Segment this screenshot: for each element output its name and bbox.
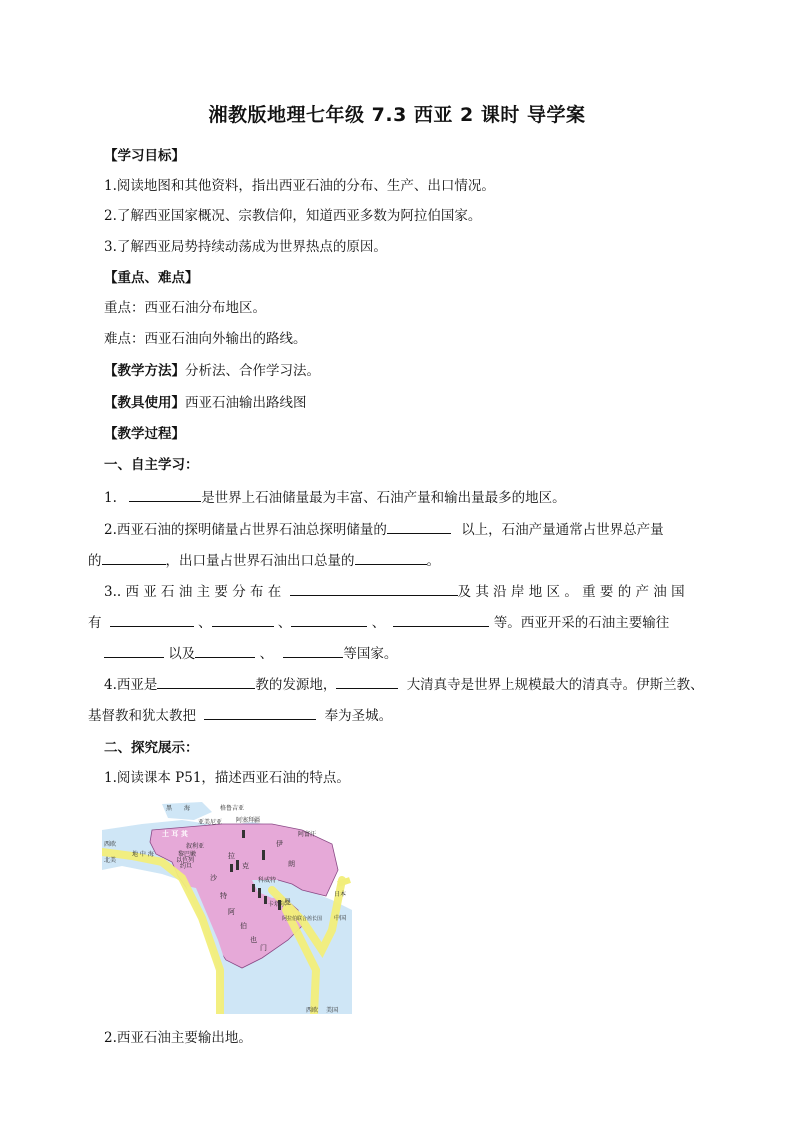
q2-blank-3[interactable] <box>355 550 427 565</box>
goal-item-1: 1.阅读地图和其他资料，指出西亚石油的分布、生产、出口情况。 <box>104 178 495 194</box>
key-point: 重点：西亚石油分布地区。 <box>104 300 266 316</box>
q3-text-g: 等国家。 <box>343 646 398 662</box>
label-hai: 海 <box>184 805 191 812</box>
map-route-east-arrow <box>338 880 350 884</box>
label-xiou: 西欧 <box>104 841 117 848</box>
key-heading: 【重点、难点】 <box>104 270 199 286</box>
label-yiselie: 以色列 <box>176 857 195 864</box>
label-kataer: 卡塔尔 <box>268 901 287 908</box>
q4-text-c: 大清真寺是世界上规模最大的清真寺。伊斯兰教、 <box>406 677 704 693</box>
q1-text: 是世界上石油储量最为丰富、石油产量和输出量最多的地区。 <box>201 490 566 506</box>
label-sha: 沙 <box>210 874 217 882</box>
q1-number: 1. <box>104 490 117 506</box>
question-3-line-2 <box>88 612 728 633</box>
q3-text-d: 等。西亚开采的石油主要输往 <box>493 615 670 631</box>
q3-sep-2: 、 <box>277 615 292 631</box>
q4-blank-3[interactable] <box>204 705 316 720</box>
q3-text-f: 、 <box>259 646 274 662</box>
q2-text-a: 2.西亚石油的探明储量占世界石油总探明储量的 <box>104 522 387 538</box>
label-afuhan: 阿富汗 <box>298 831 317 838</box>
question-4-line-2 <box>88 705 728 726</box>
q3-blank-4[interactable] <box>291 612 367 627</box>
method-text: 分析法、合作学习法。 <box>185 363 320 379</box>
label-man: 曼 <box>284 898 291 906</box>
question-3-line-1 <box>104 581 744 602</box>
label-asaibaijiang: 阿塞拜疆 <box>236 817 261 824</box>
method-label: 【教学方法】 <box>104 363 185 379</box>
q3-blank-5[interactable] <box>393 612 489 627</box>
q2-text-c: 的 <box>88 553 102 569</box>
q2-text-b: 以上，石油产量通常占世界总产量 <box>461 522 664 538</box>
label-beimei: 北美 <box>104 857 117 864</box>
q4-text-d: 基督教和犹太教把 <box>88 708 196 724</box>
question-1 <box>104 487 744 508</box>
q4-text-a: 4.西亚是 <box>104 677 158 693</box>
q4-text-b: 教的发源地， <box>255 677 337 693</box>
label-gelujiya: 格鲁吉亚 <box>220 805 245 812</box>
page-title: 湘教版地理七年级 7.3 西亚 2 课时 导学案 <box>208 104 586 126</box>
q3-blank-3[interactable] <box>212 612 274 627</box>
tools-line <box>104 393 744 413</box>
q3-text-b: 及 其 沿 岸 地 区 。 重 要 的 产 油 国 <box>457 584 685 600</box>
question-3-line-3 <box>104 643 744 664</box>
q2-blank-1[interactable] <box>387 519 451 534</box>
label-riben: 日本 <box>334 891 347 898</box>
label-alianqiu: 阿拉伯联合酋长国 <box>282 916 323 922</box>
q4-blank-1[interactable] <box>157 674 255 689</box>
q3-text-e: 以及 <box>168 646 196 662</box>
label-ke: 克 <box>242 862 249 870</box>
q3-blank-2[interactable] <box>110 612 194 627</box>
goal-item-3: 3.了解西亚局势持续动荡成为世界热点的原因。 <box>104 239 387 255</box>
label-yameiniya: 亚美尼亚 <box>198 819 223 826</box>
q3-blank-1[interactable] <box>290 581 458 596</box>
label-yuedan: 约旦 <box>180 863 193 870</box>
q3-sep-3: 、 <box>371 615 386 631</box>
label-meiguo: 美国 <box>326 1007 339 1014</box>
section1-heading: 一、自主学习： <box>104 457 199 473</box>
q2-text-d: ，出口量占世界石油出口总量的 <box>165 553 355 569</box>
goal-item-2: 2.了解西亚国家概况、宗教信仰，知道西亚多数为阿拉伯国家。 <box>104 208 482 224</box>
section2-heading: 二、探究展示： <box>104 740 199 756</box>
q3-blank-6[interactable] <box>104 643 164 658</box>
label-xuliya: 叙利亚 <box>186 843 205 850</box>
label-te: 特 <box>220 892 227 900</box>
label-la: 拉 <box>228 852 235 860</box>
label-men: 门 <box>260 944 267 952</box>
label-a: 阿 <box>228 908 235 916</box>
label-zhongguo: 中国 <box>334 915 347 922</box>
q2-text-e: 。 <box>426 553 440 569</box>
label-libanen: 黎巴嫩 <box>178 851 197 858</box>
label-ye: 也 <box>250 936 257 944</box>
label-kuweite: 科威特 <box>258 877 277 884</box>
label-bo: 伯 <box>240 922 247 930</box>
section2-question-1: 1.阅读课本 P51，描述西亚石油的特点。 <box>104 770 350 786</box>
q3-text-a: 3.. 西 亚 石 油 主 要 分 布 在 <box>104 584 282 600</box>
q3-text-c: 有 <box>88 615 102 631</box>
west-asia-oil-map <box>102 800 352 1014</box>
label-tuerqi: 土 耳 其 <box>162 830 188 838</box>
question-2-line-2 <box>88 550 728 571</box>
tools-label: 【教具使用】 <box>104 395 185 411</box>
label-xiou2: 西欧 <box>306 1007 319 1014</box>
process-heading: 【教学过程】 <box>104 426 185 442</box>
q3-blank-7[interactable] <box>195 643 255 658</box>
q4-text-e: 奉为圣城。 <box>324 708 393 724</box>
question-4-line-1 <box>104 674 744 695</box>
q4-blank-2[interactable] <box>336 674 398 689</box>
label-yi: 伊 <box>276 840 283 848</box>
difficult-point: 难点：西亚石油向外输出的路线。 <box>104 331 307 347</box>
tools-text: 西亚石油输出路线图 <box>185 395 307 411</box>
q3-sep-1: 、 <box>198 615 212 631</box>
q2-blank-2[interactable] <box>102 550 166 565</box>
label-lang: 朗 <box>288 860 295 868</box>
q3-blank-8[interactable] <box>283 643 343 658</box>
label-heihai: 黑 <box>166 805 173 812</box>
label-dizhong: 地 中 海 <box>132 851 154 858</box>
question-2-line-1 <box>104 519 744 540</box>
method-line <box>104 361 744 381</box>
goals-heading: 【学习目标】 <box>104 148 185 164</box>
q1-blank[interactable] <box>129 487 201 502</box>
section2-question-2: 2.西亚石油主要输出地。 <box>104 1030 252 1046</box>
